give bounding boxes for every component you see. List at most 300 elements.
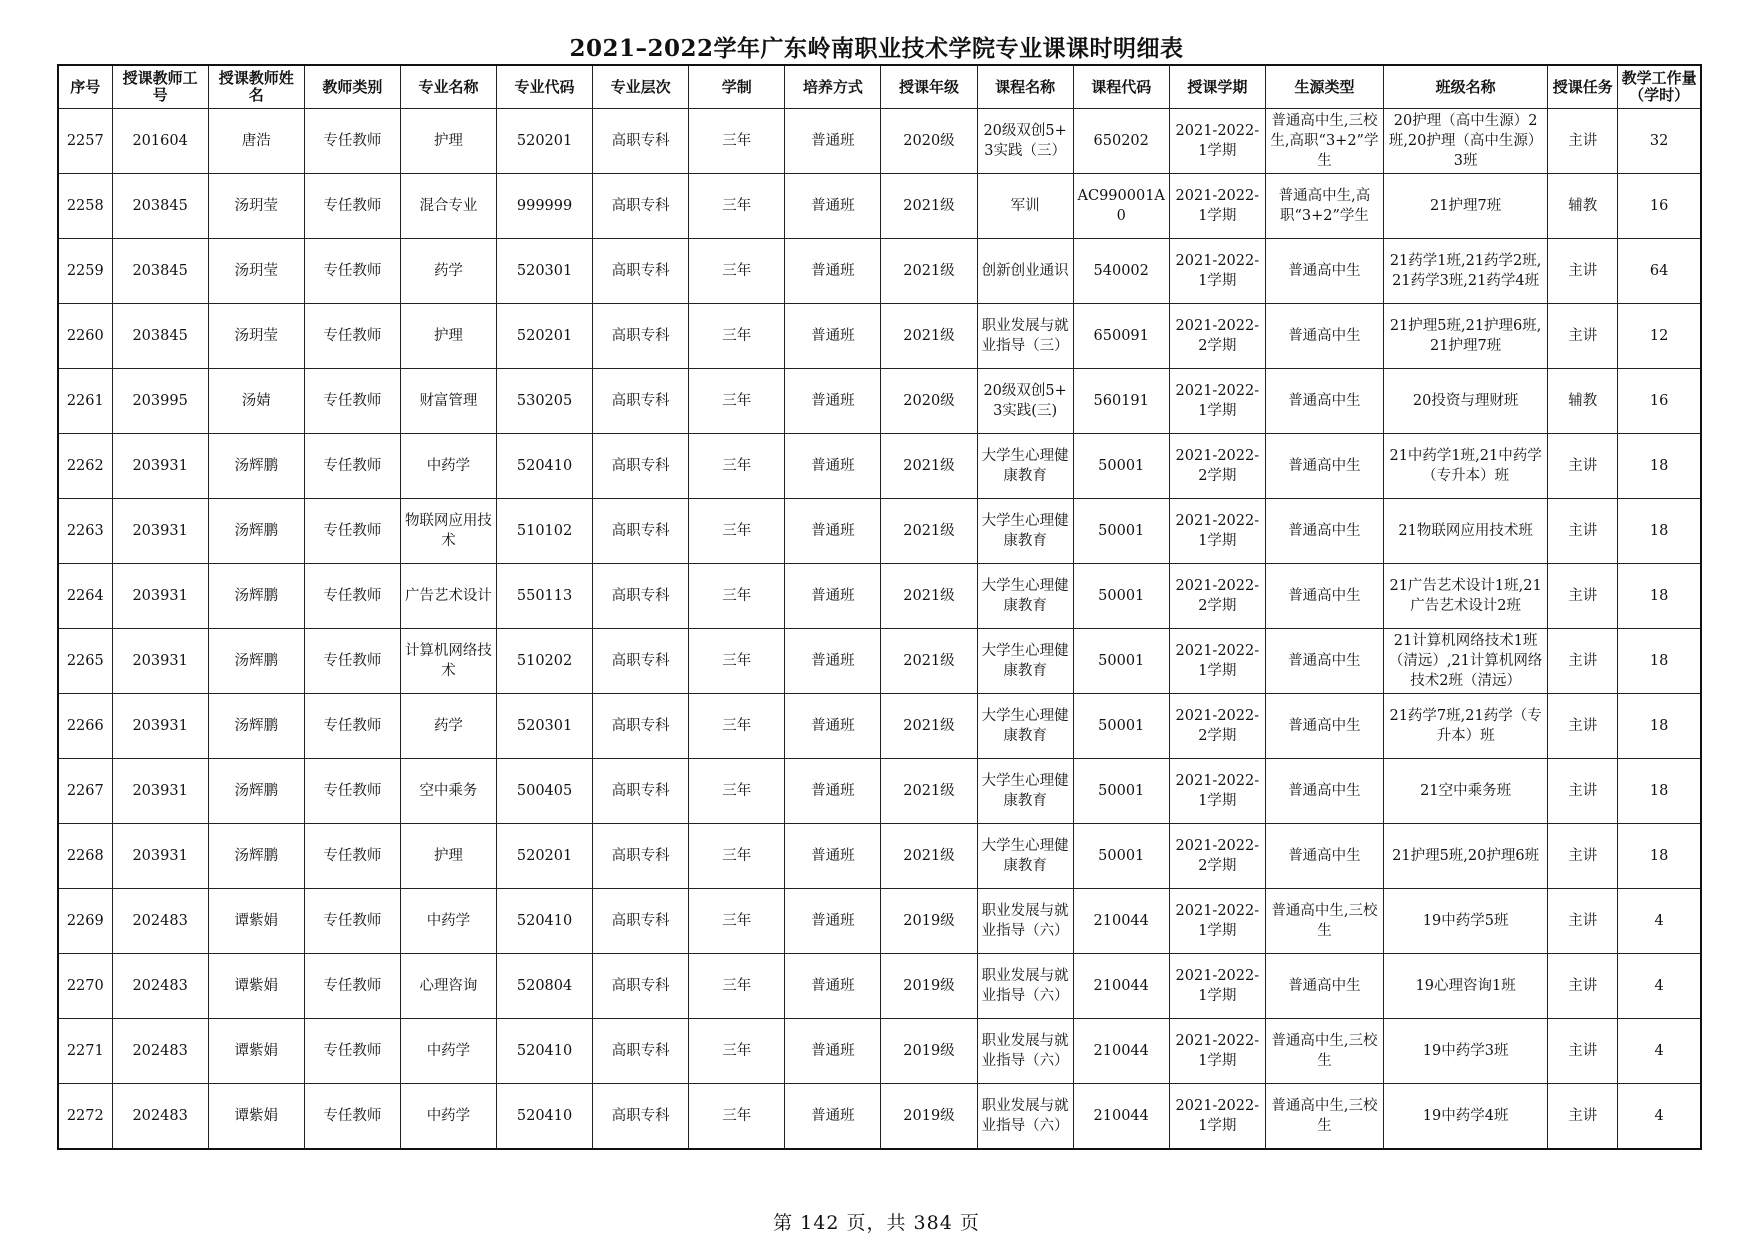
table-cell: 2264 xyxy=(58,564,112,629)
column-header: 授课年级 xyxy=(881,65,977,109)
table-cell: 高职专科 xyxy=(593,564,689,629)
table-cell: 空中乘务 xyxy=(400,759,496,824)
table-cell: 64 xyxy=(1618,239,1701,304)
table-cell: 三年 xyxy=(689,109,785,174)
table-cell: 普通高中生,三校生 xyxy=(1265,1019,1383,1084)
table-cell: 三年 xyxy=(689,239,785,304)
table-cell: 创新创业通识 xyxy=(977,239,1073,304)
table-cell: 2021级 xyxy=(881,564,977,629)
table-cell: 主讲 xyxy=(1548,629,1618,694)
table-row xyxy=(58,174,1701,239)
table-cell: 2265 xyxy=(58,629,112,694)
table-cell: 20级双创5+3实践（三） xyxy=(977,109,1073,174)
table-cell: 普通班 xyxy=(785,889,881,954)
table-cell: 2021-2022-1学期 xyxy=(1169,954,1265,1019)
page-footer: 第 142 页，共 384 页 xyxy=(773,1212,980,1234)
table-cell: 三年 xyxy=(689,564,785,629)
table-cell: 2021级 xyxy=(881,499,977,564)
table-row xyxy=(58,109,1701,174)
table-cell: 三年 xyxy=(689,304,785,369)
table-cell: 2260 xyxy=(58,304,112,369)
table-cell: 50001 xyxy=(1073,499,1169,564)
table-cell: 2021-2022-2学期 xyxy=(1169,694,1265,759)
column-header: 授课学期 xyxy=(1169,65,1265,109)
table-cell: 三年 xyxy=(689,694,785,759)
table-cell: 16 xyxy=(1618,369,1701,434)
table-cell: 2021级 xyxy=(881,304,977,369)
column-header: 专业层次 xyxy=(593,65,689,109)
table-cell: 普通高中生,三校生 xyxy=(1265,1084,1383,1150)
table-body xyxy=(58,109,1701,1150)
table-cell: 18 xyxy=(1618,564,1701,629)
table-cell: 2272 xyxy=(58,1084,112,1150)
table-cell: 普通班 xyxy=(785,174,881,239)
table-cell: 21护理5班,21护理6班,21护理7班 xyxy=(1384,304,1548,369)
table-cell: 21护理5班,20护理6班 xyxy=(1384,824,1548,889)
table-cell: 普通高中生 xyxy=(1265,759,1383,824)
table-cell: 999999 xyxy=(497,174,593,239)
table-cell: 普通班 xyxy=(785,304,881,369)
column-header: 授课任务 xyxy=(1548,65,1618,109)
table-cell: 210044 xyxy=(1073,954,1169,1019)
table-cell: 2021级 xyxy=(881,174,977,239)
table-cell: 18 xyxy=(1618,434,1701,499)
table-cell: 主讲 xyxy=(1548,1084,1618,1150)
column-header: 培养方式 xyxy=(785,65,881,109)
column-header: 授课教师工号 xyxy=(112,65,208,109)
table-cell: 2270 xyxy=(58,954,112,1019)
table-cell: 普通班 xyxy=(785,434,881,499)
table-row xyxy=(58,1019,1701,1084)
table-cell: 大学生心理健康教育 xyxy=(977,759,1073,824)
table-cell: 2271 xyxy=(58,1019,112,1084)
table-cell: 专任教师 xyxy=(304,499,400,564)
table-cell: 21药学7班,21药学（专升本）班 xyxy=(1384,694,1548,759)
table-cell: 汤辉鹏 xyxy=(208,824,304,889)
table-cell: 50001 xyxy=(1073,824,1169,889)
table-cell: 203931 xyxy=(112,434,208,499)
table-row xyxy=(58,824,1701,889)
table-cell: 普通高中生 xyxy=(1265,954,1383,1019)
table-cell: 大学生心理健康教育 xyxy=(977,564,1073,629)
table-cell: 物联网应用技术 xyxy=(400,499,496,564)
table-cell: 护理 xyxy=(400,304,496,369)
table-cell: 4 xyxy=(1618,954,1701,1019)
table-cell: 专任教师 xyxy=(304,369,400,434)
table-cell: 大学生心理健康教育 xyxy=(977,694,1073,759)
table-cell: 202483 xyxy=(112,954,208,1019)
table-cell: 专任教师 xyxy=(304,824,400,889)
table-cell: 普通班 xyxy=(785,564,881,629)
table-cell: 主讲 xyxy=(1548,304,1618,369)
table-cell: 2021级 xyxy=(881,629,977,694)
table-cell: 谭紫娟 xyxy=(208,1019,304,1084)
table-cell: 专任教师 xyxy=(304,304,400,369)
table-cell: 财富管理 xyxy=(400,369,496,434)
table-cell: 2021-2022-1学期 xyxy=(1169,499,1265,564)
table-cell: 202483 xyxy=(112,889,208,954)
table-cell: 19中药学5班 xyxy=(1384,889,1548,954)
table-cell: 职业发展与就业指导（三） xyxy=(977,304,1073,369)
table-cell: 510102 xyxy=(497,499,593,564)
table-cell: 普通班 xyxy=(785,109,881,174)
table-cell: 2019级 xyxy=(881,889,977,954)
table-cell: 20护理（高中生源）2班,20护理（高中生源）3班 xyxy=(1384,109,1548,174)
table-cell: 三年 xyxy=(689,1019,785,1084)
table-cell: 唐浩 xyxy=(208,109,304,174)
table-cell: 主讲 xyxy=(1548,499,1618,564)
table-cell: 普通高中生,高职“3+2”学生 xyxy=(1265,174,1383,239)
table-cell: 16 xyxy=(1618,174,1701,239)
table-cell: 18 xyxy=(1618,694,1701,759)
table-cell: 203845 xyxy=(112,174,208,239)
table-cell: 汤玥莹 xyxy=(208,304,304,369)
table-cell: 201604 xyxy=(112,109,208,174)
table-cell: 2020级 xyxy=(881,109,977,174)
table-cell: 2019级 xyxy=(881,1084,977,1150)
table-cell: 2021级 xyxy=(881,824,977,889)
table-cell: 普通高中生 xyxy=(1265,434,1383,499)
table-cell: 550113 xyxy=(497,564,593,629)
table-cell: 2021-2022-1学期 xyxy=(1169,1084,1265,1150)
table-cell: 2258 xyxy=(58,174,112,239)
table-cell: 大学生心理健康教育 xyxy=(977,499,1073,564)
table-cell: 普通高中生 xyxy=(1265,629,1383,694)
table-cell: 650091 xyxy=(1073,304,1169,369)
table-cell: 2267 xyxy=(58,759,112,824)
table-row xyxy=(58,629,1701,694)
column-header: 班级名称 xyxy=(1384,65,1548,109)
table-cell: 203931 xyxy=(112,499,208,564)
table-cell: 普通班 xyxy=(785,1019,881,1084)
table-cell: 普通班 xyxy=(785,499,881,564)
table-cell: 普通班 xyxy=(785,694,881,759)
table-cell: 520804 xyxy=(497,954,593,1019)
table-cell: 广告艺术设计 xyxy=(400,564,496,629)
column-header: 生源类型 xyxy=(1265,65,1383,109)
table-cell: AC990001A0 xyxy=(1073,174,1169,239)
table-cell: 21护理7班 xyxy=(1384,174,1548,239)
column-header: 学制 xyxy=(689,65,785,109)
table-cell: 汤玥莹 xyxy=(208,174,304,239)
table-cell: 2268 xyxy=(58,824,112,889)
table-cell: 职业发展与就业指导（六） xyxy=(977,1084,1073,1150)
table-cell: 520201 xyxy=(497,824,593,889)
table-cell: 专任教师 xyxy=(304,954,400,1019)
table-cell: 专任教师 xyxy=(304,174,400,239)
table-cell: 520410 xyxy=(497,1019,593,1084)
table-cell: 汤玥莹 xyxy=(208,239,304,304)
table-cell: 职业发展与就业指导（六） xyxy=(977,954,1073,1019)
table-cell: 50001 xyxy=(1073,564,1169,629)
table-cell: 19中药学4班 xyxy=(1384,1084,1548,1150)
table-cell: 2021级 xyxy=(881,434,977,499)
table-cell: 高职专科 xyxy=(593,629,689,694)
table-row xyxy=(58,694,1701,759)
table-cell: 2021-2022-1学期 xyxy=(1169,109,1265,174)
table-cell: 2019级 xyxy=(881,954,977,1019)
table-cell: 2269 xyxy=(58,889,112,954)
table-cell: 辅教 xyxy=(1548,174,1618,239)
table-cell: 计算机网络技术 xyxy=(400,629,496,694)
table-row xyxy=(58,889,1701,954)
table-cell: 12 xyxy=(1618,304,1701,369)
table-cell: 2021-2022-2学期 xyxy=(1169,824,1265,889)
column-header: 课程名称 xyxy=(977,65,1073,109)
table-cell: 主讲 xyxy=(1548,564,1618,629)
table-cell: 专任教师 xyxy=(304,889,400,954)
table-cell: 50001 xyxy=(1073,434,1169,499)
table-cell: 210044 xyxy=(1073,889,1169,954)
document-title: 2021–2022学年广东岭南职业技术学院专业课课时明细表 xyxy=(569,35,1184,62)
table-cell: 32 xyxy=(1618,109,1701,174)
table-cell: 2261 xyxy=(58,369,112,434)
table-cell: 中药学 xyxy=(400,1019,496,1084)
table-cell: 护理 xyxy=(400,824,496,889)
table-cell: 三年 xyxy=(689,434,785,499)
table-cell: 主讲 xyxy=(1548,694,1618,759)
table-cell: 普通高中生 xyxy=(1265,369,1383,434)
table-cell: 203995 xyxy=(112,369,208,434)
table-cell: 540002 xyxy=(1073,239,1169,304)
table-cell: 汤婧 xyxy=(208,369,304,434)
table-cell: 中药学 xyxy=(400,434,496,499)
table-cell: 21药学1班,21药学2班,21药学3班,21药学4班 xyxy=(1384,239,1548,304)
table-cell: 500405 xyxy=(497,759,593,824)
table-cell: 2019级 xyxy=(881,1019,977,1084)
table-cell: 18 xyxy=(1618,629,1701,694)
table-cell: 中药学 xyxy=(400,1084,496,1150)
table-cell: 510202 xyxy=(497,629,593,694)
table-cell: 2021-2022-1学期 xyxy=(1169,629,1265,694)
table-cell: 2266 xyxy=(58,694,112,759)
table-cell: 2021级 xyxy=(881,759,977,824)
table-cell: 高职专科 xyxy=(593,304,689,369)
table-cell: 2257 xyxy=(58,109,112,174)
table-cell: 普通高中生 xyxy=(1265,564,1383,629)
table-cell: 2021-2022-1学期 xyxy=(1169,759,1265,824)
table-cell: 专任教师 xyxy=(304,759,400,824)
table-cell: 汤辉鹏 xyxy=(208,629,304,694)
table-cell: 三年 xyxy=(689,499,785,564)
table-row xyxy=(58,954,1701,1019)
table-cell: 专任教师 xyxy=(304,239,400,304)
table-cell: 2021-2022-2学期 xyxy=(1169,564,1265,629)
table-cell: 普通班 xyxy=(785,629,881,694)
table-cell: 普通班 xyxy=(785,824,881,889)
table-cell: 专任教师 xyxy=(304,629,400,694)
table-cell: 19中药学3班 xyxy=(1384,1019,1548,1084)
table-cell: 专任教师 xyxy=(304,1019,400,1084)
table-cell: 2021级 xyxy=(881,239,977,304)
table-cell: 大学生心理健康教育 xyxy=(977,824,1073,889)
table-cell: 50001 xyxy=(1073,759,1169,824)
table-cell: 530205 xyxy=(497,369,593,434)
table-cell: 普通班 xyxy=(785,954,881,1019)
table-cell: 主讲 xyxy=(1548,824,1618,889)
table-cell: 普通高中生 xyxy=(1265,304,1383,369)
table-cell: 高职专科 xyxy=(593,954,689,1019)
table-cell: 520201 xyxy=(497,304,593,369)
table-cell: 高职专科 xyxy=(593,824,689,889)
table-cell: 汤辉鹏 xyxy=(208,499,304,564)
table-cell: 18 xyxy=(1618,499,1701,564)
table-cell: 520301 xyxy=(497,694,593,759)
table-cell: 大学生心理健康教育 xyxy=(977,434,1073,499)
table-cell: 21物联网应用技术班 xyxy=(1384,499,1548,564)
table-cell: 4 xyxy=(1618,1019,1701,1084)
table-cell: 普通班 xyxy=(785,759,881,824)
table-row xyxy=(58,239,1701,304)
table-header-row xyxy=(58,65,1701,109)
table-cell: 2262 xyxy=(58,434,112,499)
table-cell: 2020级 xyxy=(881,369,977,434)
table-cell: 谭紫娟 xyxy=(208,954,304,1019)
table-row xyxy=(58,564,1701,629)
table-cell: 职业发展与就业指导（六） xyxy=(977,1019,1073,1084)
table-cell: 203845 xyxy=(112,304,208,369)
table-cell: 辅教 xyxy=(1548,369,1618,434)
table-cell: 混合专业 xyxy=(400,174,496,239)
table-cell: 2021-2022-1学期 xyxy=(1169,239,1265,304)
course-hours-table xyxy=(57,64,1702,1150)
table-row xyxy=(58,369,1701,434)
table-cell: 2021-2022-2学期 xyxy=(1169,304,1265,369)
table-cell: 心理咨询 xyxy=(400,954,496,1019)
table-cell: 21空中乘务班 xyxy=(1384,759,1548,824)
table-cell: 2021级 xyxy=(881,694,977,759)
table-cell: 普通班 xyxy=(785,369,881,434)
table-cell: 203931 xyxy=(112,759,208,824)
table-cell: 普通班 xyxy=(785,239,881,304)
table-cell: 三年 xyxy=(689,759,785,824)
table-cell: 520410 xyxy=(497,1084,593,1150)
table-cell: 203931 xyxy=(112,564,208,629)
table-cell: 中药学 xyxy=(400,889,496,954)
table-cell: 2021-2022-1学期 xyxy=(1169,174,1265,239)
table-cell: 高职专科 xyxy=(593,759,689,824)
table-cell: 50001 xyxy=(1073,694,1169,759)
table-cell: 21广告艺术设计1班,21广告艺术设计2班 xyxy=(1384,564,1548,629)
table-cell: 谭紫娟 xyxy=(208,1084,304,1150)
table-cell: 18 xyxy=(1618,824,1701,889)
table-cell: 三年 xyxy=(689,174,785,239)
table-cell: 主讲 xyxy=(1548,1019,1618,1084)
table-cell: 汤辉鹏 xyxy=(208,564,304,629)
table-cell: 高职专科 xyxy=(593,889,689,954)
table-row xyxy=(58,499,1701,564)
table-cell: 专任教师 xyxy=(304,694,400,759)
table-cell: 军训 xyxy=(977,174,1073,239)
table-cell: 汤辉鹏 xyxy=(208,434,304,499)
table-row xyxy=(58,434,1701,499)
column-header: 教师类别 xyxy=(304,65,400,109)
table-cell: 高职专科 xyxy=(593,174,689,239)
table-cell: 高职专科 xyxy=(593,1019,689,1084)
table-cell: 三年 xyxy=(689,369,785,434)
table-cell: 4 xyxy=(1618,1084,1701,1150)
column-header: 课程代码 xyxy=(1073,65,1169,109)
table-cell: 2259 xyxy=(58,239,112,304)
table-cell: 18 xyxy=(1618,759,1701,824)
table-cell: 主讲 xyxy=(1548,954,1618,1019)
table-cell: 50001 xyxy=(1073,629,1169,694)
table-cell: 普通高中生,三校生 xyxy=(1265,889,1383,954)
column-header: 教学工作量（学时） xyxy=(1618,65,1701,109)
table-cell: 三年 xyxy=(689,954,785,1019)
table-cell: 高职专科 xyxy=(593,694,689,759)
table-cell: 2021-2022-1学期 xyxy=(1169,1019,1265,1084)
table-cell: 203845 xyxy=(112,239,208,304)
table-cell: 21计算机网络技术1班（清远）,21计算机网络技术2班（清远） xyxy=(1384,629,1548,694)
table-cell: 主讲 xyxy=(1548,759,1618,824)
table-row xyxy=(58,759,1701,824)
table-cell: 520410 xyxy=(497,434,593,499)
table-cell: 普通高中生 xyxy=(1265,824,1383,889)
table-cell: 高职专科 xyxy=(593,109,689,174)
table-cell: 21中药学1班,21中药学（专升本）班 xyxy=(1384,434,1548,499)
table-cell: 560191 xyxy=(1073,369,1169,434)
table-cell: 主讲 xyxy=(1548,889,1618,954)
table-cell: 高职专科 xyxy=(593,499,689,564)
table-cell: 4 xyxy=(1618,889,1701,954)
table-cell: 520201 xyxy=(497,109,593,174)
table-cell: 203931 xyxy=(112,824,208,889)
table-cell: 普通高中生 xyxy=(1265,499,1383,564)
column-header: 序号 xyxy=(58,65,112,109)
table-cell: 汤辉鹏 xyxy=(208,759,304,824)
table-cell: 专任教师 xyxy=(304,564,400,629)
table-cell: 2021-2022-1学期 xyxy=(1169,889,1265,954)
table-cell: 高职专科 xyxy=(593,1084,689,1150)
table-cell: 主讲 xyxy=(1548,239,1618,304)
table-cell: 2021-2022-1学期 xyxy=(1169,369,1265,434)
table-cell: 203931 xyxy=(112,629,208,694)
table-cell: 护理 xyxy=(400,109,496,174)
table-cell: 203931 xyxy=(112,694,208,759)
table-cell: 主讲 xyxy=(1548,434,1618,499)
table-cell: 20级双创5+3实践(三) xyxy=(977,369,1073,434)
table-cell: 202483 xyxy=(112,1019,208,1084)
table-cell: 普通高中生,三校生,高职“3+2”学生 xyxy=(1265,109,1383,174)
table-cell: 2021-2022-2学期 xyxy=(1169,434,1265,499)
table-cell: 三年 xyxy=(689,889,785,954)
table-cell: 210044 xyxy=(1073,1019,1169,1084)
table-row xyxy=(58,304,1701,369)
column-header: 授课教师姓名 xyxy=(208,65,304,109)
table-cell: 普通高中生 xyxy=(1265,239,1383,304)
table-cell: 19心理咨询1班 xyxy=(1384,954,1548,1019)
table-cell: 高职专科 xyxy=(593,434,689,499)
table-cell: 药学 xyxy=(400,694,496,759)
table-cell: 普通班 xyxy=(785,1084,881,1150)
table-cell: 专任教师 xyxy=(304,1084,400,1150)
table-cell: 650202 xyxy=(1073,109,1169,174)
table-cell: 520301 xyxy=(497,239,593,304)
column-header: 专业名称 xyxy=(400,65,496,109)
table-cell: 专任教师 xyxy=(304,109,400,174)
table-cell: 高职专科 xyxy=(593,369,689,434)
table-cell: 专任教师 xyxy=(304,434,400,499)
table-cell: 520410 xyxy=(497,889,593,954)
table-cell: 20投资与理财班 xyxy=(1384,369,1548,434)
table-cell: 210044 xyxy=(1073,1084,1169,1150)
table-cell: 三年 xyxy=(689,629,785,694)
table-cell: 谭紫娟 xyxy=(208,889,304,954)
table-cell: 普通高中生 xyxy=(1265,694,1383,759)
column-header: 专业代码 xyxy=(497,65,593,109)
table-cell: 药学 xyxy=(400,239,496,304)
